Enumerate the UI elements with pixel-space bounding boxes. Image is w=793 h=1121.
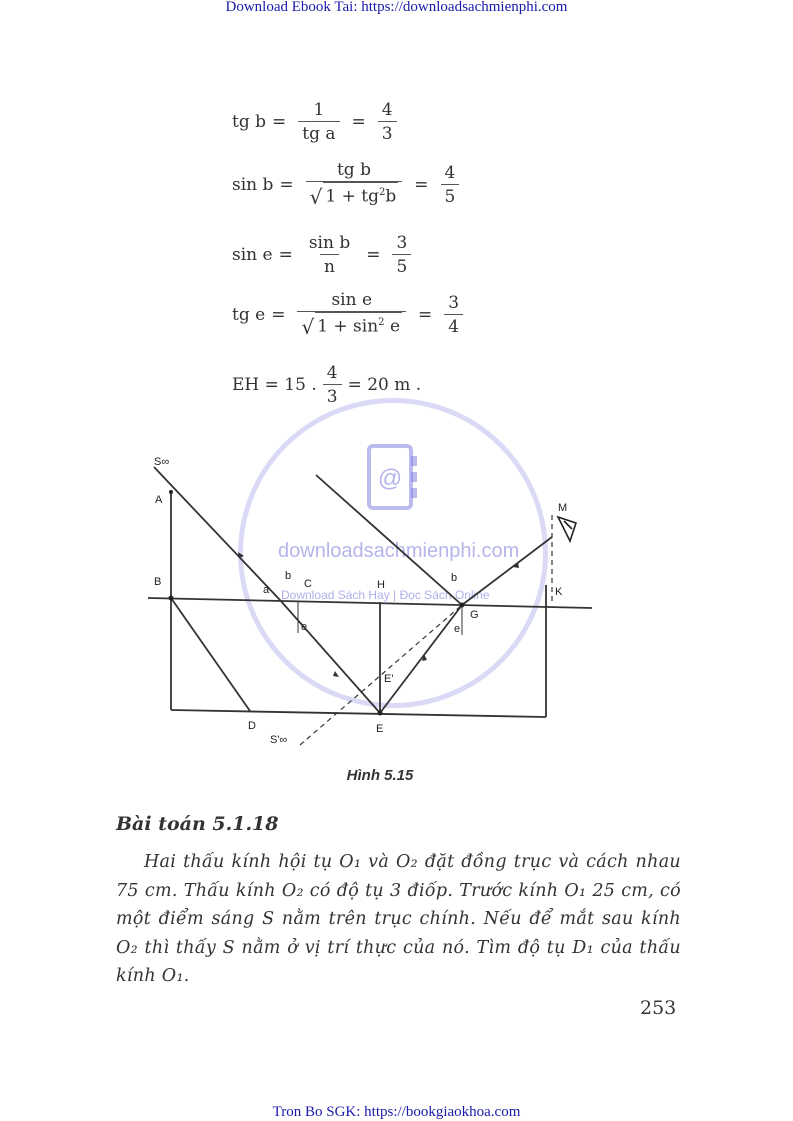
label-k: K [555,586,563,598]
root-term: 1 + tg [325,186,379,207]
eq2-fraction-1 [306,159,403,211]
root-variable: b [385,186,397,207]
label-s-inf-prime: S'∞ [270,734,288,746]
equals-sign: = [278,245,293,265]
equation-tg-b [232,92,403,152]
eq4-fraction-2 [444,292,463,339]
problem-title: Bài toán 5.1.18 [116,813,279,835]
point-g [460,603,465,608]
watermark-tagline: Download Sách Hay | Đọc Sách Online [281,588,490,602]
numerator: 3 [396,232,408,253]
label-b: B [154,576,162,588]
arrow-head [238,552,244,558]
label-s-inf: S∞ [154,456,170,468]
denominator: 3 [378,121,397,146]
eq1-lhs: tg b [232,112,266,132]
point-b [169,596,174,601]
label-e: E [376,723,384,735]
label-g: G [470,609,479,621]
label-angle-a: a [263,584,270,596]
eq2-lhs: sin b [232,175,274,195]
label-e-prime: E' [384,673,394,685]
arrow-head [333,671,339,677]
eq2-fraction-2 [441,162,460,209]
shadow-line [171,598,250,711]
denominator: 4 [444,314,463,339]
point-a [169,490,173,494]
eq3-fraction-2 [392,232,411,279]
footer-sgk-link[interactable]: Tron Bo SGK: https://bookgiaokhoa.com [272,1104,521,1120]
equals-sign: = [272,112,287,132]
numerator: 4 [381,99,393,120]
optics-diagram [140,455,610,755]
denominator-root: √ $1 + \sin^2 e$ [297,311,406,341]
equation-sin-b [232,155,465,215]
eq1-fraction-1 [298,99,339,146]
equals-sign: = [366,245,381,265]
watermark-site: downloadsachmienphi.com [278,540,520,562]
water-surface-line [148,598,592,608]
numerator: sin e [331,290,373,311]
eq4-lhs: tg e [232,305,266,325]
numerator: 3 [448,292,460,313]
header-download-link[interactable]: Download Ebook Tai: https://downloadsachmienphi.com [225,0,568,15]
denominator: 3 [323,384,342,409]
eq3-fraction-1 [305,232,354,279]
figure-caption: Hình 5.15 [346,767,414,784]
numerator: 4 [326,362,338,383]
svg-text:@: @ [377,465,403,492]
denominator: 5 [441,184,460,209]
label-d: D [248,720,256,732]
denominator: n [320,254,339,279]
label-angle-e2: e [454,623,461,635]
equals-sign: = [271,305,286,325]
root-variable: e [389,316,401,337]
pool-bottom [171,710,546,717]
exponent: 2 [378,317,385,329]
root-term: 1 + sin [317,316,379,337]
exponent: 2 [379,187,386,199]
equals-sign: = [351,112,366,132]
eq1-fraction-2 [378,99,397,146]
reflected-ray-to-eye [462,537,552,605]
numerator: 4 [444,162,456,183]
incident-ray-left [154,467,280,600]
label-a: A [155,494,163,506]
page-number: 253 [640,997,677,1019]
point-e [378,711,383,716]
numerator: sin b [308,232,351,253]
problem-body: Hai thấu kính hội tụ O₁ và O₂ đặt đồng trục và cách nhau 75 cm. Thấu kính O₂ có độ tụ 3 điốp. Trước kính O₁ 25 cm, có một điểm sáng S nằm trên trục chính. Nếu để mắt sau kính O₂ thì thấy S nằm ở vị trí thực của nó. Tìm độ tụ D₁ của thấu kính O₁. [116,852,681,986]
equation-tg-e [232,285,469,345]
denominator-root: √ $1 + tg^2b$ [306,181,403,211]
equation-sin-e [232,225,417,285]
eq5-lhs: EH = 15 . [232,375,317,395]
label-m: M [558,502,568,514]
label-angle-e1: e [301,621,308,633]
incident-ray-right [316,475,462,605]
numerator: tg b [336,160,371,181]
denominator: 5 [392,254,411,279]
numerator: 1 [313,99,325,120]
refracted-ray-right [380,605,462,713]
equals-sign: = [279,175,294,195]
equals-sign: = [414,175,429,195]
eye-icon [558,517,576,541]
eq5-fraction [323,362,342,409]
label-c: C [304,578,312,590]
denominator: tg a [298,121,339,146]
label-h: H [377,579,385,591]
refracted-ray-left [280,600,380,713]
eq5-rhs: = 20 m . [347,375,422,395]
eq4-fraction-1 [297,289,406,341]
label-angle-b1: b [285,570,292,582]
equals-sign: = [418,305,433,325]
eq3-lhs: sin e [232,245,273,265]
label-angle-b2: b [451,572,458,584]
